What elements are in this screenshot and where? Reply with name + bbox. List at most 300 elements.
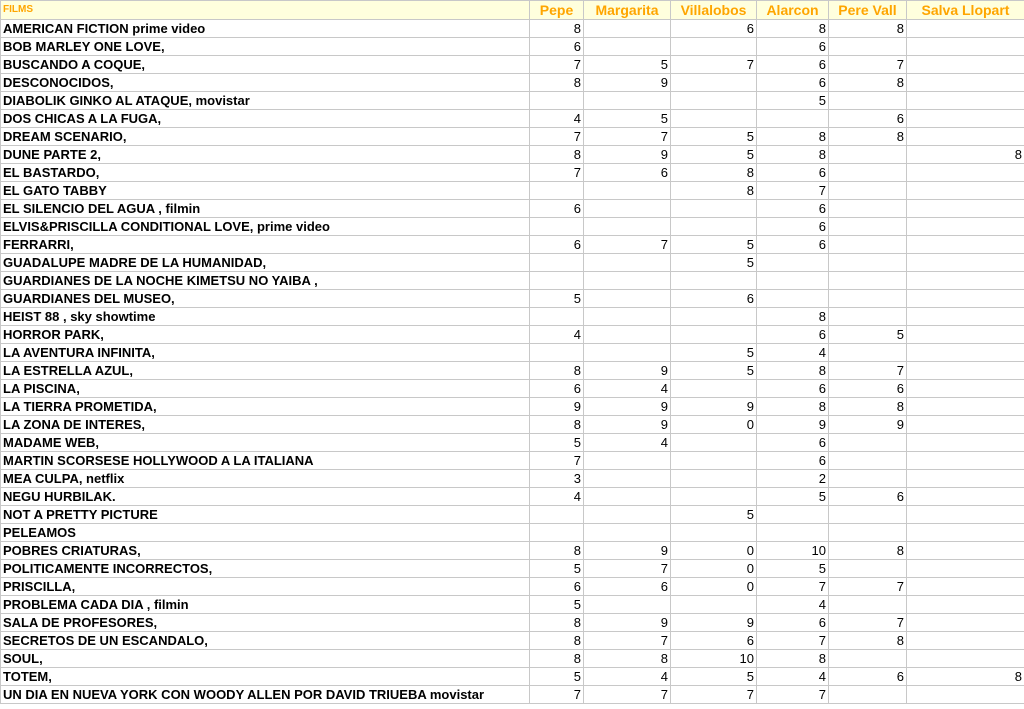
- alarcon-score-cell[interactable]: 8: [757, 128, 829, 146]
- salva-llopart-score-cell[interactable]: [907, 560, 1024, 578]
- pepe-score-cell[interactable]: [530, 308, 584, 326]
- salva-llopart-score-cell[interactable]: [907, 56, 1024, 74]
- film-title-cell[interactable]: NOT A PRETTY PICTURE: [1, 506, 530, 524]
- margarita-score-cell[interactable]: 7: [584, 560, 671, 578]
- alarcon-score-cell[interactable]: 7: [757, 686, 829, 704]
- villalobos-score-cell[interactable]: 7: [671, 686, 757, 704]
- film-title-cell[interactable]: LA TIERRA PROMETIDA,: [1, 398, 530, 416]
- margarita-score-cell[interactable]: 9: [584, 416, 671, 434]
- film-title-cell[interactable]: LA ESTRELLA AZUL,: [1, 362, 530, 380]
- salva-llopart-score-cell[interactable]: [907, 308, 1024, 326]
- header-margarita[interactable]: Margarita: [584, 1, 671, 20]
- pere-vall-score-cell[interactable]: [829, 38, 907, 56]
- alarcon-score-cell[interactable]: 7: [757, 632, 829, 650]
- margarita-score-cell[interactable]: 7: [584, 128, 671, 146]
- villalobos-score-cell[interactable]: [671, 200, 757, 218]
- salva-llopart-score-cell[interactable]: [907, 200, 1024, 218]
- villalobos-score-cell[interactable]: 8: [671, 182, 757, 200]
- margarita-score-cell[interactable]: [584, 218, 671, 236]
- salva-llopart-score-cell[interactable]: [907, 434, 1024, 452]
- pere-vall-score-cell[interactable]: 5: [829, 326, 907, 344]
- villalobos-score-cell[interactable]: 0: [671, 560, 757, 578]
- salva-llopart-score-cell[interactable]: [907, 290, 1024, 308]
- film-title-cell[interactable]: MADAME WEB,: [1, 434, 530, 452]
- salva-llopart-score-cell[interactable]: [907, 272, 1024, 290]
- villalobos-score-cell[interactable]: 0: [671, 416, 757, 434]
- pere-vall-score-cell[interactable]: [829, 596, 907, 614]
- table-row: [1, 236, 1024, 254]
- villalobos-score-cell[interactable]: [671, 434, 757, 452]
- pere-vall-score-cell[interactable]: [829, 434, 907, 452]
- margarita-score-cell[interactable]: 6: [584, 578, 671, 596]
- salva-llopart-score-cell[interactable]: [907, 218, 1024, 236]
- pepe-score-cell[interactable]: 8: [530, 542, 584, 560]
- header-salva-llopart[interactable]: Salva Llopart: [907, 1, 1024, 20]
- margarita-score-cell[interactable]: [584, 254, 671, 272]
- alarcon-score-cell[interactable]: 6: [757, 38, 829, 56]
- pepe-score-cell[interactable]: [530, 344, 584, 362]
- alarcon-score-cell[interactable]: 6: [757, 326, 829, 344]
- margarita-score-cell[interactable]: [584, 308, 671, 326]
- pepe-score-cell[interactable]: 8: [530, 74, 584, 92]
- villalobos-score-cell[interactable]: 6: [671, 20, 757, 38]
- salva-llopart-score-cell[interactable]: [907, 596, 1024, 614]
- header-alarcon[interactable]: Alarcon: [757, 1, 829, 20]
- film-title-cell[interactable]: PRISCILLA,: [1, 578, 530, 596]
- villalobos-score-cell[interactable]: [671, 218, 757, 236]
- pere-vall-score-cell[interactable]: [829, 272, 907, 290]
- alarcon-score-cell[interactable]: 6: [757, 236, 829, 254]
- table-row: [1, 308, 1024, 326]
- villalobos-score-cell[interactable]: [671, 308, 757, 326]
- margarita-score-cell[interactable]: 7: [584, 686, 671, 704]
- pere-vall-score-cell[interactable]: [829, 524, 907, 542]
- pepe-score-cell[interactable]: 8: [530, 362, 584, 380]
- pere-vall-score-cell[interactable]: [829, 560, 907, 578]
- margarita-score-cell[interactable]: [584, 290, 671, 308]
- film-title-cell[interactable]: HEIST 88 , sky showtime: [1, 308, 530, 326]
- pepe-score-cell[interactable]: [530, 272, 584, 290]
- salva-llopart-score-cell[interactable]: [907, 254, 1024, 272]
- pere-vall-score-cell[interactable]: 9: [829, 416, 907, 434]
- alarcon-score-cell[interactable]: 6: [757, 74, 829, 92]
- film-title-cell[interactable]: POBRES CRIATURAS,: [1, 542, 530, 560]
- alarcon-score-cell[interactable]: 10: [757, 542, 829, 560]
- villalobos-score-cell[interactable]: [671, 488, 757, 506]
- pepe-score-cell[interactable]: 7: [530, 56, 584, 74]
- alarcon-score-cell[interactable]: 6: [757, 218, 829, 236]
- alarcon-score-cell[interactable]: [757, 272, 829, 290]
- pepe-score-cell[interactable]: 4: [530, 326, 584, 344]
- salva-llopart-score-cell[interactable]: [907, 344, 1024, 362]
- pere-vall-score-cell[interactable]: 6: [829, 380, 907, 398]
- film-title-cell[interactable]: LA PISCINA,: [1, 380, 530, 398]
- film-title-cell[interactable]: GUARDIANES DEL MUSEO,: [1, 290, 530, 308]
- margarita-score-cell[interactable]: 9: [584, 146, 671, 164]
- pepe-score-cell[interactable]: 7: [530, 452, 584, 470]
- salva-llopart-score-cell[interactable]: [907, 20, 1024, 38]
- pepe-score-cell[interactable]: 6: [530, 380, 584, 398]
- villalobos-score-cell[interactable]: 7: [671, 56, 757, 74]
- margarita-score-cell[interactable]: 8: [584, 650, 671, 668]
- salva-llopart-score-cell[interactable]: [907, 128, 1024, 146]
- margarita-score-cell[interactable]: 7: [584, 236, 671, 254]
- pere-vall-score-cell[interactable]: [829, 92, 907, 110]
- film-title-cell[interactable]: MARTIN SCORSESE HOLLYWOOD A LA ITALIANA: [1, 452, 530, 470]
- pepe-score-cell[interactable]: 6: [530, 578, 584, 596]
- table-body: [1, 20, 1024, 704]
- salva-llopart-score-cell[interactable]: [907, 326, 1024, 344]
- pepe-score-cell[interactable]: 6: [530, 200, 584, 218]
- table-row: [1, 38, 1024, 56]
- alarcon-score-cell[interactable]: 6: [757, 434, 829, 452]
- table-row: [1, 182, 1024, 200]
- salva-llopart-score-cell[interactable]: [907, 506, 1024, 524]
- margarita-score-cell[interactable]: [584, 38, 671, 56]
- margarita-score-cell[interactable]: [584, 506, 671, 524]
- alarcon-score-cell[interactable]: 6: [757, 380, 829, 398]
- alarcon-score-cell[interactable]: 8: [757, 362, 829, 380]
- salva-llopart-score-cell[interactable]: [907, 542, 1024, 560]
- alarcon-score-cell[interactable]: 2: [757, 470, 829, 488]
- table-row: [1, 326, 1024, 344]
- villalobos-score-cell[interactable]: 5: [671, 506, 757, 524]
- pepe-score-cell[interactable]: 3: [530, 470, 584, 488]
- margarita-score-cell[interactable]: 9: [584, 542, 671, 560]
- pere-vall-score-cell[interactable]: 6: [829, 488, 907, 506]
- pere-vall-score-cell[interactable]: [829, 146, 907, 164]
- film-title-cell[interactable]: ELVIS&PRISCILLA CONDITIONAL LOVE, prime video: [1, 218, 530, 236]
- pepe-score-cell[interactable]: [530, 524, 584, 542]
- villalobos-score-cell[interactable]: 5: [671, 254, 757, 272]
- villalobos-score-cell[interactable]: [671, 470, 757, 488]
- villalobos-score-cell[interactable]: [671, 74, 757, 92]
- margarita-score-cell[interactable]: 9: [584, 362, 671, 380]
- margarita-score-cell[interactable]: 4: [584, 668, 671, 686]
- pepe-score-cell[interactable]: [530, 506, 584, 524]
- pere-vall-score-cell[interactable]: [829, 236, 907, 254]
- film-title-cell[interactable]: PROBLEMA CADA DIA , filmin: [1, 596, 530, 614]
- pere-vall-score-cell[interactable]: [829, 164, 907, 182]
- pepe-score-cell[interactable]: 8: [530, 650, 584, 668]
- table-row: [1, 686, 1024, 704]
- margarita-score-cell[interactable]: [584, 326, 671, 344]
- salva-llopart-score-cell[interactable]: [907, 38, 1024, 56]
- margarita-score-cell[interactable]: 5: [584, 56, 671, 74]
- margarita-score-cell[interactable]: [584, 344, 671, 362]
- pere-vall-score-cell[interactable]: 8: [829, 398, 907, 416]
- table-row: [1, 344, 1024, 362]
- alarcon-score-cell[interactable]: 4: [757, 668, 829, 686]
- margarita-score-cell[interactable]: [584, 488, 671, 506]
- pere-vall-score-cell[interactable]: 8: [829, 632, 907, 650]
- pepe-score-cell[interactable]: [530, 92, 584, 110]
- film-title-cell[interactable]: LA AVENTURA INFINITA,: [1, 344, 530, 362]
- villalobos-score-cell[interactable]: [671, 524, 757, 542]
- margarita-score-cell[interactable]: [584, 20, 671, 38]
- villalobos-score-cell[interactable]: [671, 92, 757, 110]
- villalobos-score-cell[interactable]: 5: [671, 236, 757, 254]
- salva-llopart-score-cell[interactable]: [907, 614, 1024, 632]
- table-row: [1, 614, 1024, 632]
- table-row: [1, 452, 1024, 470]
- villalobos-score-cell[interactable]: 10: [671, 650, 757, 668]
- header-row: [1, 1, 1024, 20]
- film-title-cell[interactable]: UN DIA EN NUEVA YORK CON WOODY ALLEN POR DAVID TRIUEBA movistar: [1, 686, 530, 704]
- alarcon-score-cell[interactable]: 4: [757, 344, 829, 362]
- alarcon-score-cell[interactable]: 4: [757, 596, 829, 614]
- film-title-cell[interactable]: BUSCANDO A COQUE,: [1, 56, 530, 74]
- salva-llopart-score-cell[interactable]: [907, 524, 1024, 542]
- pere-vall-score-cell[interactable]: [829, 452, 907, 470]
- pepe-score-cell[interactable]: 5: [530, 668, 584, 686]
- villalobos-score-cell[interactable]: [671, 272, 757, 290]
- villalobos-score-cell[interactable]: [671, 452, 757, 470]
- alarcon-score-cell[interactable]: 6: [757, 164, 829, 182]
- header-pere-vall[interactable]: Pere Vall: [829, 1, 907, 20]
- salva-llopart-score-cell[interactable]: 8: [907, 668, 1024, 686]
- villalobos-score-cell[interactable]: [671, 110, 757, 128]
- salva-llopart-score-cell[interactable]: [907, 92, 1024, 110]
- pepe-score-cell[interactable]: 6: [530, 38, 584, 56]
- villalobos-score-cell[interactable]: 5: [671, 668, 757, 686]
- pepe-score-cell[interactable]: 8: [530, 20, 584, 38]
- pepe-score-cell[interactable]: 5: [530, 290, 584, 308]
- film-title-cell[interactable]: DIABOLIK GINKO AL ATAQUE, movistar: [1, 92, 530, 110]
- alarcon-score-cell[interactable]: 8: [757, 146, 829, 164]
- margarita-score-cell[interactable]: 9: [584, 74, 671, 92]
- pere-vall-score-cell[interactable]: 6: [829, 668, 907, 686]
- alarcon-score-cell[interactable]: [757, 110, 829, 128]
- pepe-score-cell[interactable]: 7: [530, 686, 584, 704]
- table-row: [1, 218, 1024, 236]
- film-title-cell[interactable]: EL BASTARDO,: [1, 164, 530, 182]
- pepe-score-cell[interactable]: 5: [530, 560, 584, 578]
- alarcon-score-cell[interactable]: [757, 524, 829, 542]
- alarcon-score-cell[interactable]: 8: [757, 308, 829, 326]
- table-row: [1, 20, 1024, 38]
- film-title-cell[interactable]: POLITICAMENTE INCORRECTOS,: [1, 560, 530, 578]
- film-title-cell[interactable]: BOB MARLEY ONE LOVE,: [1, 38, 530, 56]
- salva-llopart-score-cell[interactable]: [907, 452, 1024, 470]
- salva-llopart-score-cell[interactable]: [907, 236, 1024, 254]
- pere-vall-score-cell[interactable]: [829, 254, 907, 272]
- alarcon-score-cell[interactable]: 5: [757, 560, 829, 578]
- villalobos-score-cell[interactable]: 5: [671, 128, 757, 146]
- villalobos-score-cell[interactable]: 6: [671, 632, 757, 650]
- salva-llopart-score-cell[interactable]: 8: [907, 146, 1024, 164]
- pepe-score-cell[interactable]: 5: [530, 596, 584, 614]
- alarcon-score-cell[interactable]: 9: [757, 416, 829, 434]
- alarcon-score-cell[interactable]: 8: [757, 650, 829, 668]
- table-row: [1, 560, 1024, 578]
- pere-vall-score-cell[interactable]: [829, 470, 907, 488]
- salva-llopart-score-cell[interactable]: [907, 182, 1024, 200]
- pere-vall-score-cell[interactable]: [829, 182, 907, 200]
- film-title-cell[interactable]: DREAM SCENARIO,: [1, 128, 530, 146]
- pepe-score-cell[interactable]: [530, 218, 584, 236]
- salva-llopart-score-cell[interactable]: [907, 110, 1024, 128]
- pepe-score-cell[interactable]: 5: [530, 434, 584, 452]
- alarcon-score-cell[interactable]: 6: [757, 56, 829, 74]
- pere-vall-score-cell[interactable]: [829, 506, 907, 524]
- film-title-cell[interactable]: SALA DE PROFESORES,: [1, 614, 530, 632]
- villalobos-score-cell[interactable]: 0: [671, 578, 757, 596]
- salva-llopart-score-cell[interactable]: [907, 164, 1024, 182]
- film-title-cell[interactable]: GUARDIANES DE LA NOCHE KIMETSU NO YAIBA ,: [1, 272, 530, 290]
- header-villalobos[interactable]: Villalobos: [671, 1, 757, 20]
- villalobos-score-cell[interactable]: 0: [671, 542, 757, 560]
- margarita-score-cell[interactable]: 5: [584, 110, 671, 128]
- pere-vall-score-cell[interactable]: 7: [829, 578, 907, 596]
- margarita-score-cell[interactable]: 7: [584, 632, 671, 650]
- table-row: [1, 506, 1024, 524]
- pere-vall-score-cell[interactable]: [829, 650, 907, 668]
- table-row: [1, 254, 1024, 272]
- film-title-cell[interactable]: SECRETOS DE UN ESCANDALO,: [1, 632, 530, 650]
- pere-vall-score-cell[interactable]: 6: [829, 110, 907, 128]
- table-row: [1, 290, 1024, 308]
- margarita-score-cell[interactable]: 9: [584, 614, 671, 632]
- alarcon-score-cell[interactable]: 5: [757, 488, 829, 506]
- film-title-cell[interactable]: PELEAMOS: [1, 524, 530, 542]
- pepe-score-cell[interactable]: [530, 254, 584, 272]
- margarita-score-cell[interactable]: 4: [584, 380, 671, 398]
- margarita-score-cell[interactable]: [584, 470, 671, 488]
- film-title-cell[interactable]: EL GATO TABBY: [1, 182, 530, 200]
- film-title-cell[interactable]: MEA CULPA, netflix: [1, 470, 530, 488]
- alarcon-score-cell[interactable]: 5: [757, 92, 829, 110]
- villalobos-score-cell[interactable]: 6: [671, 290, 757, 308]
- pere-vall-score-cell[interactable]: 8: [829, 74, 907, 92]
- film-title-cell[interactable]: NEGU HURBILAK.: [1, 488, 530, 506]
- film-title-cell[interactable]: AMERICAN FICTION prime video: [1, 20, 530, 38]
- alarcon-score-cell[interactable]: 6: [757, 200, 829, 218]
- pepe-score-cell[interactable]: 8: [530, 632, 584, 650]
- alarcon-score-cell[interactable]: [757, 254, 829, 272]
- alarcon-score-cell[interactable]: 7: [757, 182, 829, 200]
- margarita-score-cell[interactable]: [584, 200, 671, 218]
- salva-llopart-score-cell[interactable]: [907, 650, 1024, 668]
- pere-vall-score-cell[interactable]: [829, 344, 907, 362]
- table-row: [1, 542, 1024, 560]
- table-row: [1, 380, 1024, 398]
- salva-llopart-score-cell[interactable]: [907, 632, 1024, 650]
- pere-vall-score-cell[interactable]: [829, 308, 907, 326]
- alarcon-score-cell[interactable]: [757, 506, 829, 524]
- villalobos-score-cell[interactable]: [671, 380, 757, 398]
- salva-llopart-score-cell[interactable]: [907, 488, 1024, 506]
- salva-llopart-score-cell[interactable]: [907, 416, 1024, 434]
- pepe-score-cell[interactable]: 8: [530, 416, 584, 434]
- villalobos-score-cell[interactable]: [671, 38, 757, 56]
- pepe-score-cell[interactable]: 7: [530, 164, 584, 182]
- villalobos-score-cell[interactable]: 9: [671, 614, 757, 632]
- pepe-score-cell[interactable]: 6: [530, 236, 584, 254]
- pepe-score-cell[interactable]: 4: [530, 488, 584, 506]
- table-row: [1, 434, 1024, 452]
- pepe-score-cell[interactable]: 8: [530, 146, 584, 164]
- pepe-score-cell[interactable]: [530, 182, 584, 200]
- pere-vall-score-cell[interactable]: 7: [829, 614, 907, 632]
- header-films[interactable]: FILMS: [1, 1, 530, 20]
- film-title-cell[interactable]: FERRARRI,: [1, 236, 530, 254]
- film-title-cell[interactable]: DUNE PARTE 2,: [1, 146, 530, 164]
- margarita-score-cell[interactable]: 4: [584, 434, 671, 452]
- salva-llopart-score-cell[interactable]: [907, 470, 1024, 488]
- table-row: [1, 128, 1024, 146]
- table-row: [1, 200, 1024, 218]
- salva-llopart-score-cell[interactable]: [907, 398, 1024, 416]
- villalobos-score-cell[interactable]: 5: [671, 146, 757, 164]
- film-title-cell[interactable]: LA ZONA DE INTERES,: [1, 416, 530, 434]
- salva-llopart-score-cell[interactable]: [907, 380, 1024, 398]
- film-title-cell[interactable]: DOS CHICAS A LA FUGA,: [1, 110, 530, 128]
- margarita-score-cell[interactable]: [584, 596, 671, 614]
- table-row: [1, 164, 1024, 182]
- film-title-cell[interactable]: DESCONOCIDOS,: [1, 74, 530, 92]
- salva-llopart-score-cell[interactable]: [907, 578, 1024, 596]
- pere-vall-score-cell[interactable]: 7: [829, 362, 907, 380]
- villalobos-score-cell[interactable]: 5: [671, 344, 757, 362]
- margarita-score-cell[interactable]: [584, 272, 671, 290]
- table-row: [1, 470, 1024, 488]
- film-title-cell[interactable]: GUADALUPE MADRE DE LA HUMANIDAD,: [1, 254, 530, 272]
- pepe-score-cell[interactable]: 4: [530, 110, 584, 128]
- film-title-cell[interactable]: SOUL,: [1, 650, 530, 668]
- alarcon-score-cell[interactable]: 7: [757, 578, 829, 596]
- pepe-score-cell[interactable]: 9: [530, 398, 584, 416]
- alarcon-score-cell[interactable]: [757, 290, 829, 308]
- villalobos-score-cell[interactable]: [671, 326, 757, 344]
- salva-llopart-score-cell[interactable]: [907, 686, 1024, 704]
- film-title-cell[interactable]: TOTEM,: [1, 668, 530, 686]
- villalobos-score-cell[interactable]: 5: [671, 362, 757, 380]
- table-row: [1, 416, 1024, 434]
- pere-vall-score-cell[interactable]: 7: [829, 56, 907, 74]
- margarita-score-cell[interactable]: [584, 182, 671, 200]
- pere-vall-score-cell[interactable]: 8: [829, 20, 907, 38]
- margarita-score-cell[interactable]: 9: [584, 398, 671, 416]
- pere-vall-score-cell[interactable]: 8: [829, 128, 907, 146]
- table-row: [1, 146, 1024, 164]
- pepe-score-cell[interactable]: 8: [530, 614, 584, 632]
- pepe-score-cell[interactable]: 7: [530, 128, 584, 146]
- margarita-score-cell[interactable]: [584, 92, 671, 110]
- margarita-score-cell[interactable]: 6: [584, 164, 671, 182]
- pere-vall-score-cell[interactable]: [829, 686, 907, 704]
- film-title-cell[interactable]: HORROR PARK,: [1, 326, 530, 344]
- film-title-cell[interactable]: EL SILENCIO DEL AGUA , filmin: [1, 200, 530, 218]
- alarcon-score-cell[interactable]: 8: [757, 20, 829, 38]
- villalobos-score-cell[interactable]: 8: [671, 164, 757, 182]
- header-pepe[interactable]: Pepe: [530, 1, 584, 20]
- pere-vall-score-cell[interactable]: [829, 200, 907, 218]
- alarcon-score-cell[interactable]: 6: [757, 614, 829, 632]
- salva-llopart-score-cell[interactable]: [907, 362, 1024, 380]
- pere-vall-score-cell[interactable]: [829, 290, 907, 308]
- margarita-score-cell[interactable]: [584, 524, 671, 542]
- margarita-score-cell[interactable]: [584, 452, 671, 470]
- pere-vall-score-cell[interactable]: [829, 218, 907, 236]
- alarcon-score-cell[interactable]: 6: [757, 452, 829, 470]
- table-row: [1, 362, 1024, 380]
- salva-llopart-score-cell[interactable]: [907, 74, 1024, 92]
- villalobos-score-cell[interactable]: 9: [671, 398, 757, 416]
- alarcon-score-cell[interactable]: 8: [757, 398, 829, 416]
- villalobos-score-cell[interactable]: [671, 596, 757, 614]
- pere-vall-score-cell[interactable]: 8: [829, 542, 907, 560]
